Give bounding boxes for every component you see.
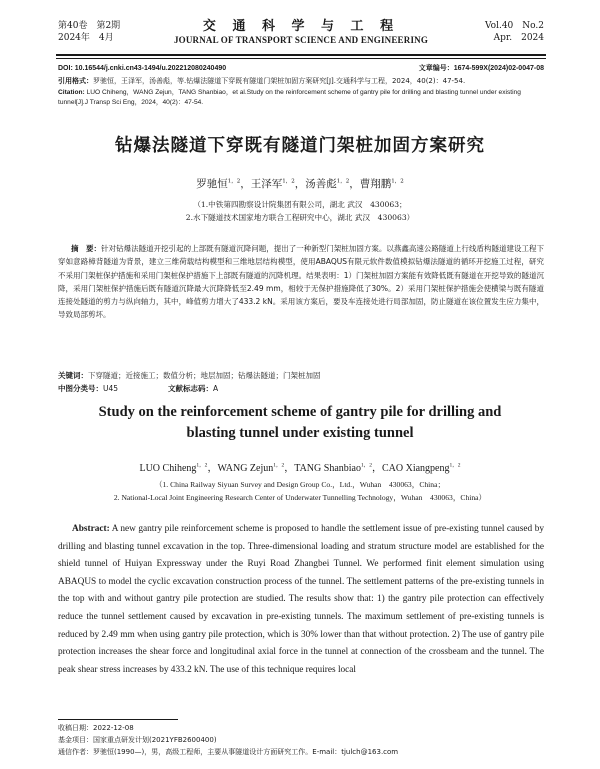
author-en-2-sup: 1，2 <box>273 462 285 469</box>
citation-cn-label: 引用格式： <box>58 77 93 85</box>
author-en-3: TANG Shanbiao <box>294 463 361 474</box>
clc-label: 中图分类号： <box>58 384 103 393</box>
doc-code <box>168 383 218 395</box>
doi: DOI: 10.16544/j.cnki.cn43-1494/u.202212080240490 <box>58 65 227 72</box>
doi-row <box>58 64 544 74</box>
author-en-1-sup: 1，2 <box>196 462 208 469</box>
abstract-en-label: Abstract: <box>72 524 110 534</box>
footnote-rule <box>58 719 178 720</box>
article-number: 文章编号：1674-599X(2024)02-0047-08 <box>418 65 544 72</box>
journal-header <box>58 20 544 56</box>
author-sep: ， <box>284 463 295 474</box>
author-cn-4: 曹翔鹏 <box>359 178 392 190</box>
author-sep: ， <box>207 463 218 474</box>
clc-value: U45 <box>103 384 119 393</box>
classification-row <box>58 383 219 395</box>
author-cn-2: 王泽军 <box>250 178 283 190</box>
author-sep: ， <box>240 178 251 190</box>
date-en: Apr. 2024 <box>493 33 544 43</box>
citation-cn-text: 罗驰恒，王泽军，汤善彪，等.钻爆法隧道下穿既有隧道门架桩加固方案研究[J].交通科学与工程，2024，40(2)：47-54. <box>93 77 466 85</box>
affiliations-en <box>0 478 600 504</box>
title-en <box>0 402 600 444</box>
author-en-3-sup: 1，2 <box>360 462 372 469</box>
affiliation-en-2: 2. National-Local Joint Engineering Research Center of Underwater Tunnelling Technology，Wuhan 430063，China） <box>113 493 487 502</box>
keywords-cn <box>58 370 544 382</box>
citation-cn <box>58 76 544 86</box>
affiliation-cn-1: （1.中铁第四勘察设计院集团有限公司，湖北 武汉 430063； <box>193 200 407 209</box>
author-sep: ， <box>372 463 382 474</box>
affiliations-cn <box>0 198 600 224</box>
citation-en-label: Citation: <box>58 89 85 96</box>
keywords-cn-text: 下穿隧道；近接施工；数值分析；地层加固；钻爆法隧道；门架桩加固 <box>88 371 321 380</box>
author-cn-1-sup: 1，2 <box>227 178 241 185</box>
footnote-author: 通信作者：罗驰恒(1990—)，男，高级工程师，主要从事隧道设计方面研究工作。E-mail：tjulch@163.com <box>58 748 399 756</box>
header-rule-thin <box>56 58 546 59</box>
affiliation-en-1: （1. China Railway Siyuan Survey and Design Group Co.，Ltd.，Wuhan 430063，China； <box>154 480 446 489</box>
volume-issue-en: Vol.40 No.2 <box>484 21 544 31</box>
author-sep: ， <box>294 178 306 190</box>
author-cn-3: 汤善彪 <box>305 178 337 190</box>
header-right <box>485 20 544 44</box>
footnote-fund: 基金项目：国家重点研发计划(2021YFB2600400) <box>58 736 217 744</box>
header-center <box>58 20 544 46</box>
journal-name-en: JOURNAL OF TRANSPORT SCIENCE AND ENGINEERING <box>173 35 429 45</box>
abstract-en-text: A new gantry pile reinforcement scheme is proposed to handle the settlement issue of pre-existing tunnel caused by drilling and blasting tunnel excavation in the top. Three-dimensional loading and stratum structure model are established for the shield tunnel of Huiyan Expressway under the Ruyi Road Zhangbei Tunnel. We performed finit element simulation using ABAQUS to model the cyclic excavation construction process of the tunnel. The settlement patterns of the pre-existing tunnels in the top with and without gantry pile protection are studied. The results show that: 1) the gantry pile protection can effectively reduce the tunnel settlement caused by excavation in pre-existing tunnels. The maximum settlement of pre-existing tunnels is reduced by 2.49 mm when using gantry pile protection, which is 30% lower than that without protection. 2) The use of gantry pile protection increases the shear force and longitudinal axial force in the tunnel at connection of the crossbeam and the tunnel. The peak shear stress increases by 433.2 kN. The use of this technique requires local <box>58 524 544 675</box>
header-rule-thick <box>56 54 546 56</box>
date-cn: 2024年 4月 <box>58 33 114 43</box>
authors-cn <box>0 176 600 191</box>
keywords-cn-label: 关键词： <box>58 371 88 380</box>
abstract-cn-text: 针对钻爆法隧道开挖引起的上部既有隧道沉降问题，提出了一种新型门架桩加固方案。以燕鑫高速公路隧道上行线盾构隧道建设工程下穿如意路樟背隧道为背景，建立三维荷载结构模型和三维地层结构模型，使用ABAQUS有限元软件数值模拟钻爆法隧道的循环开挖施工过程，研究不采用门架桩保护措施和采用门架桩保护措施下上部既有隧道的沉降机理。结果表明：1）门架桩加固方案能有效降低既有隧道在开挖导致的隧道沉降，采用门架桩保护措施后既有隧道沉降最大沉降降低至2.49 mm，相较于无保护措施降低了30%。2）采用门架桩保护措施会使横梁与既有隧道连接处隧道的剪力与纵向轴力，其中，峰值剪力增大了433.2 kN。采用该方案后，要及车连接处进行局部加固，防止隧道在该位置发生应力集中，导致局部剪坏。 <box>58 244 545 320</box>
author-en-4-sup: 1，2 <box>449 462 461 469</box>
title-en-line-1: Study on the reinforcement scheme of gantry pile for drilling and <box>98 404 502 420</box>
journal-name-cn: 交 通 科 学 与 工 程 <box>202 19 400 34</box>
author-sep: ， <box>349 178 360 190</box>
abstract-cn <box>58 242 544 322</box>
author-en-4: CAO Xiangpeng <box>382 463 450 474</box>
abstract-cn-label: 摘 要： <box>71 244 102 253</box>
affiliation-cn-2: 2.水下隧道技术国家地方联合工程研究中心，湖北 武汉 430063） <box>185 213 415 222</box>
citation-en <box>58 88 544 108</box>
author-cn-4-sup: 1，2 <box>391 178 404 185</box>
author-cn-3-sup: 1，2 <box>336 178 350 185</box>
doc-code-label: 文献标志码： <box>168 384 213 393</box>
author-en-1: LUO Chiheng <box>139 463 197 474</box>
doc-code-value: A <box>213 384 219 393</box>
citation-en-text: LUO Chiheng，WANG Zejun，TANG Shanbiao，et al.Study on the reinforcement scheme of gantry pile for drilling and blasting tunnel under existing tunnel[J].J Transp Sci Eng，2024，40(2)：47-54. <box>58 89 521 106</box>
abstract-en <box>58 521 544 679</box>
title-en-line-2: blasting tunnel under existing tunnel <box>186 425 414 441</box>
author-cn-1: 罗驰恒 <box>196 178 228 190</box>
author-en-2: WANG Zejun <box>217 463 274 474</box>
volume-issue-cn: 第40卷 第2期 <box>58 21 121 31</box>
footnote-received: 收稿日期：2022-12-08 <box>58 724 134 732</box>
authors-en <box>0 459 600 474</box>
title-cn: 钻爆法隧道下穿既有隧道门架桩加固方案研究 <box>115 136 485 156</box>
author-cn-2-sup: 1，2 <box>282 178 295 185</box>
